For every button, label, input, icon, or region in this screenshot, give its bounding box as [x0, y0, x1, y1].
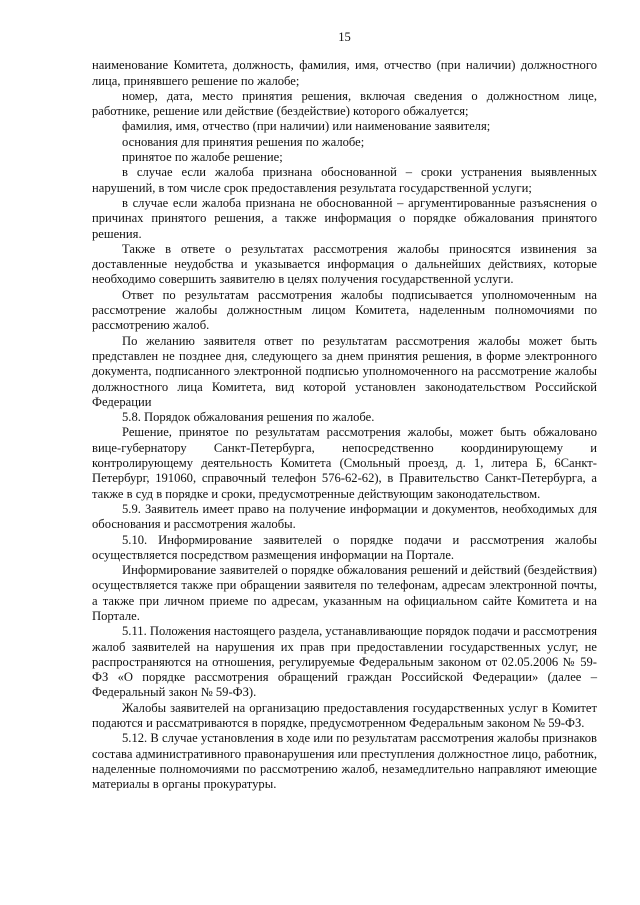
paragraph-complaints-federal-law: Жалобы заявителей на организацию предоставления государственных услуг в Комитет подаются и рассматриваются в порядке, предусмотренном Федеральным законом № 59-ФЗ. — [92, 700, 597, 731]
paragraph-decision-details: номер, дата, место принятия решения, включая сведения о должностном лице, работнике, решение или действие (бездействие) которого обжалуется; — [92, 88, 597, 119]
paragraph-electronic-response: По желанию заявителя ответ по результатам рассмотрения жалобы может быть представлен не позднее дня, следующего за днем принятия решения, в форме электронного документа, подписанного электронной подписью уполномоченного на рассмотрение жалобы должностного лица Комитета, вид которой установлен законодательством Российской Федерации — [92, 333, 597, 409]
paragraph-response-signature: Ответ по результатам рассмотрения жалобы подписывается уполномоченным на рассмотрение жалобы должностным лицом Комитета, наделенным полномочиями по рассмотрению жалоб. — [92, 287, 597, 333]
paragraph-applicant-name: фамилия, имя, отчество (при наличии) или наименование заявителя; — [122, 119, 491, 134]
section-5-8-heading: 5.8. Порядок обжалования решения по жалобе. — [122, 410, 375, 425]
paragraph-committee-official: наименование Комитета, должность, фамилия, имя, отчество (при наличии) должностного лица, принявшего решение по жалобе; — [92, 58, 597, 88]
paragraph-decision-taken: принятое по жалобе решение; — [122, 150, 283, 165]
page-number: 15 — [338, 30, 351, 44]
section-5-10: 5.10. Информирование заявителей о порядке подачи и рассмотрения жалобы осуществляется посредством размещения информации на Портале. — [92, 532, 597, 562]
section-5-12: 5.12. В случае установления в ходе или по результатам рассмотрения жалобы признаков состава административного правонарушения или преступления должностное лицо, работник, наделенные полномочиями по рассмотрению жалоб, незамедлительно направляют имеющие материалы в органы прокуратуры. — [92, 731, 597, 792]
section-5-11: 5.11. Положения настоящего раздела, устанавливающие порядок подачи и рассмотрения жалоб заявителей на нарушения их прав при предоставлении государственных услуг, не распространяются на отношения, регулируемые Федеральным законом от 02.05.2006 № 59-ФЗ «О порядке рассмотрения обращений граждан Российской Федерации» (далее – Федеральный закон № 59-ФЗ). — [92, 624, 597, 700]
section-5-9: 5.9. Заявитель имеет право на получение информации и документов, необходимых для обоснования и рассмотрения жалобы. — [92, 501, 597, 532]
paragraph-informing-applicants: Информирование заявителей о порядке обжалования решений и действий (бездействия) осуществляется также при обращении заявителя по телефонам, адресам электронной почты, а также при личном приеме по адресам, указанным на официальном сайте Комитета и на Портале. — [92, 563, 597, 623]
paragraph-appeal-decision: Решение, принятое по результатам рассмотрения жалобы, может быть обжаловано вице-губернатору Санкт-Петербурга, непосредственно координирующему и контролирующему деятельность Комитета (Смольный проезд, д. 1, литера Б, 6Санкт-Петербург, 191060, справочный телефон 576-62-62), в Правительство Санкт-Петербурга, а также в суд в порядке и сроки, предусмотренные действующим законодательством. — [92, 425, 597, 501]
paragraph-complaint-unjustified: в случае если жалоба признана не обоснованной – аргументированные разъяснения о причинах принятого решения, а также информация о порядке обжалования принятого решения. — [92, 195, 597, 241]
paragraph-complaint-justified: в случае если жалоба признана обоснованной – сроки устранения выявленных нарушений, в том числе срок предоставления результата государственной услуги; — [92, 165, 597, 195]
paragraph-apologies: Также в ответе о результатах рассмотрения жалобы приносятся извинения за доставленные неудобства и указывается информация о дальнейших действиях, которые необходимо совершить заявителю в целях получения государственной услуги. — [92, 241, 597, 287]
paragraph-decision-grounds: основания для принятия решения по жалобе; — [122, 134, 365, 149]
